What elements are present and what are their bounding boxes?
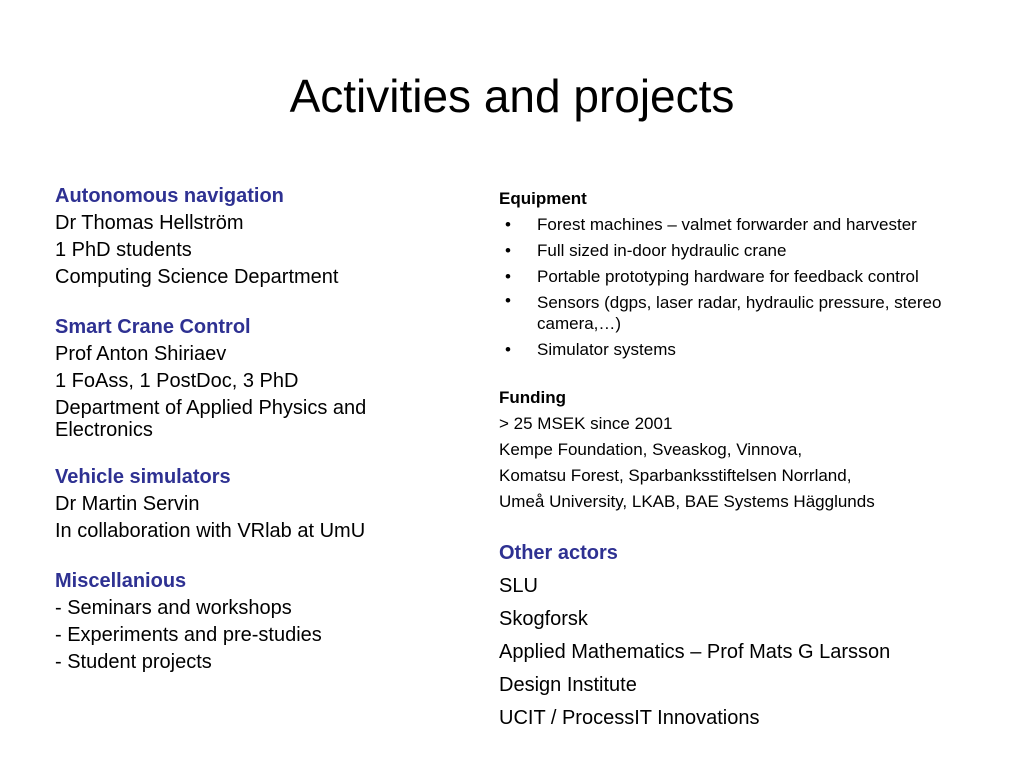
list-item-text: Portable prototyping hardware for feedback control [537,267,919,286]
equipment-section [499,186,999,363]
list-item [499,264,999,290]
section-line: 1 PhD students [55,239,192,261]
list-item [499,290,999,337]
section-line: In collaboration with VRlab at UmU [55,520,366,542]
bullet-icon: • [505,215,511,234]
list-item [499,212,999,238]
other-actor-line: Design Institute [499,674,637,696]
other-actor-line: Skogforsk [499,608,588,630]
section-line: - Experiments and pre-studies [55,624,322,646]
right-column [499,186,999,735]
left-column [55,183,455,699]
list-item-text: Simulator systems [537,340,676,359]
other-actors-section [499,537,999,735]
section-line: Computing Science Department [55,266,339,288]
bullet-icon: • [505,291,511,310]
other-actor-line: SLU [499,575,538,597]
bullet-icon: • [505,340,511,359]
section-autonomous-navigation [55,183,455,291]
section-line: - Student projects [55,651,212,673]
section-smart-crane-control [55,314,455,441]
equipment-list [499,212,999,363]
section-vehicle-simulators [55,464,455,545]
section-heading: Autonomous navigation [55,185,284,207]
section-line: 1 FoAss, 1 PostDoc, 3 PhD [55,370,299,392]
other-actor-line: Applied Mathematics – Prof Mats G Larsson [499,641,891,663]
bullet-icon: • [505,241,511,260]
other-actor-line: UCIT / ProcessIT Innovations [499,707,760,729]
list-item-text: Forest machines – valmet forwarder and harvester [537,215,917,234]
funding-line: Umeå University, LKAB, BAE Systems Hägglunds [499,492,875,511]
section-heading: Miscellanious [55,570,187,592]
funding-line: Kempe Foundation, Sveaskog, Vinnova, [499,440,803,459]
section-line: Dr Martin Servin [55,493,200,515]
section-line: Prof Anton Shiriaev [55,343,227,365]
section-heading: Vehicle simulators [55,466,231,488]
list-item-text: Full sized in-door hydraulic crane [537,241,787,260]
bullet-icon: • [505,267,511,286]
list-item-text: Sensors (dgps, laser radar, hydraulic pressure, stereo camera,…) [537,293,942,333]
funding-line: Komatsu Forest, Sparbanksstiftelsen Norrland, [499,466,852,485]
section-line: Department of Applied Physics and Electronics [55,397,367,441]
funding-line: > 25 MSEK since 2001 [499,414,673,433]
funding-heading: Funding [499,388,567,407]
other-actors-heading: Other actors [499,542,618,564]
section-line: Dr Thomas Hellström [55,212,244,234]
section-heading: Smart Crane Control [55,316,251,338]
section-miscellanious [55,568,455,676]
slide-title: Activities and projects [289,70,735,122]
equipment-heading: Equipment [499,189,587,208]
funding-section [499,385,999,515]
list-item [499,238,999,264]
list-item [499,337,999,363]
section-line: - Seminars and workshops [55,597,292,619]
